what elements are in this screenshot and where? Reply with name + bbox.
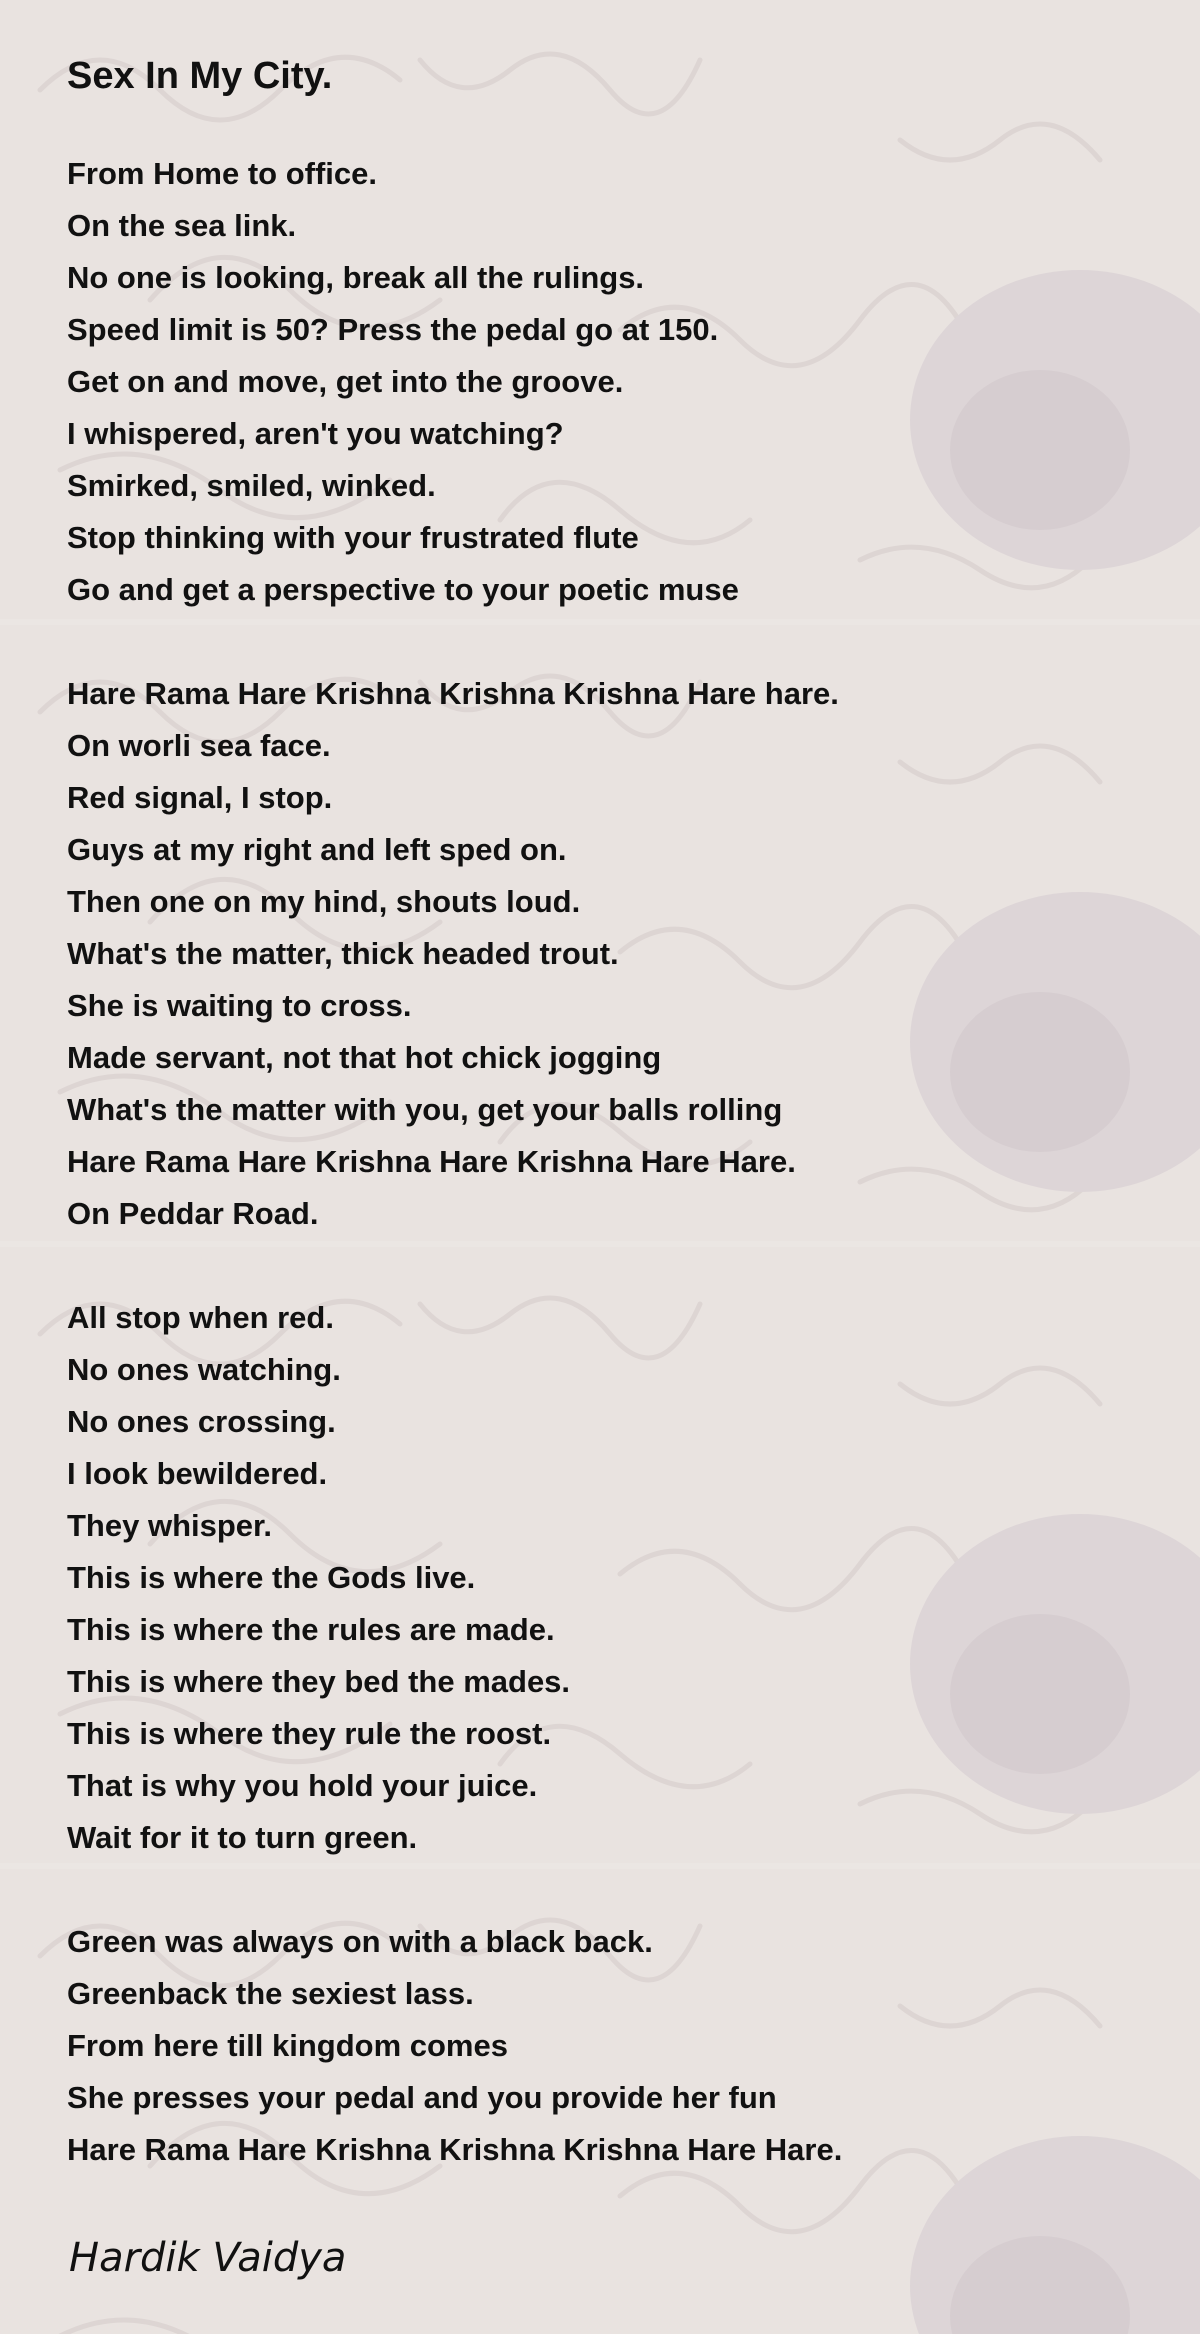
poem-line: What's the matter with you, get your balls rolling (67, 1092, 783, 1127)
poem-line: This is where the rules are made. (67, 1612, 555, 1647)
stanza-3 (67, 1292, 570, 1864)
poem-author: Hardik Vaidya (69, 2235, 347, 2281)
poem-line: She is waiting to cross. (67, 988, 412, 1023)
poem-line: On worli sea face. (67, 728, 331, 763)
poem-line: Get on and move, get into the groove. (67, 364, 624, 399)
poem-line: Greenback the sexiest lass. (67, 1976, 474, 2011)
poem-line: From Home to office. (67, 156, 378, 191)
poem-line: Speed limit is 50? Press the pedal go at 150. (67, 312, 719, 347)
poem-line: No ones watching. (67, 1352, 341, 1387)
poem-line: No one is looking, break all the rulings. (67, 260, 645, 295)
poem-line: They whisper. (67, 1508, 273, 1543)
poem-title: Sex In My City. (67, 55, 333, 97)
poem-line: Green was always on with a black back. (67, 1924, 653, 1959)
poem-line: What's the matter, thick headed trout. (67, 936, 619, 971)
poem-line: Wait for it to turn green. (67, 1820, 418, 1855)
poem-line: Hare Rama Hare Krishna Krishna Krishna Hare Hare. (67, 2132, 843, 2167)
poem-line: Smirked, smiled, winked. (67, 468, 436, 503)
poem-line: Red signal, I stop. (67, 780, 333, 815)
poem-line: Hare Rama Hare Krishna Krishna Krishna Hare hare. (67, 676, 839, 711)
poem-line: This is where they bed the mades. (67, 1664, 571, 1699)
poem-line: She presses your pedal and you provide her fun (67, 2080, 777, 2115)
poem-line: Stop thinking with your frustrated flute (67, 520, 639, 555)
poem-line: Go and get a perspective to your poetic muse (67, 572, 739, 607)
poem-line: I whispered, aren't you watching? (67, 416, 564, 451)
stanza-2 (67, 668, 839, 1240)
poem-line: On Peddar Road. (67, 1196, 319, 1231)
poem-line: This is where the Gods live. (67, 1560, 476, 1595)
poem-line: All stop when red. (67, 1300, 334, 1335)
poem-line: Made servant, not that hot chick jogging (67, 1040, 662, 1075)
stanza-1 (67, 148, 739, 616)
poem-line: I look bewildered. (67, 1456, 328, 1491)
poem-line: Then one on my hind, shouts loud. (67, 884, 581, 919)
poem-line: Guys at my right and left sped on. (67, 832, 567, 867)
poem-line: From here till kingdom comes (67, 2028, 508, 2063)
poem-line: Hare Rama Hare Krishna Hare Krishna Hare Hare. (67, 1144, 796, 1179)
poem-line: That is why you hold your juice. (67, 1768, 538, 1803)
poem-line: No ones crossing. (67, 1404, 336, 1439)
stanza-4 (67, 1916, 842, 2176)
poem-line: On the sea link. (67, 208, 297, 243)
poem-line: This is where they rule the roost. (67, 1716, 552, 1751)
